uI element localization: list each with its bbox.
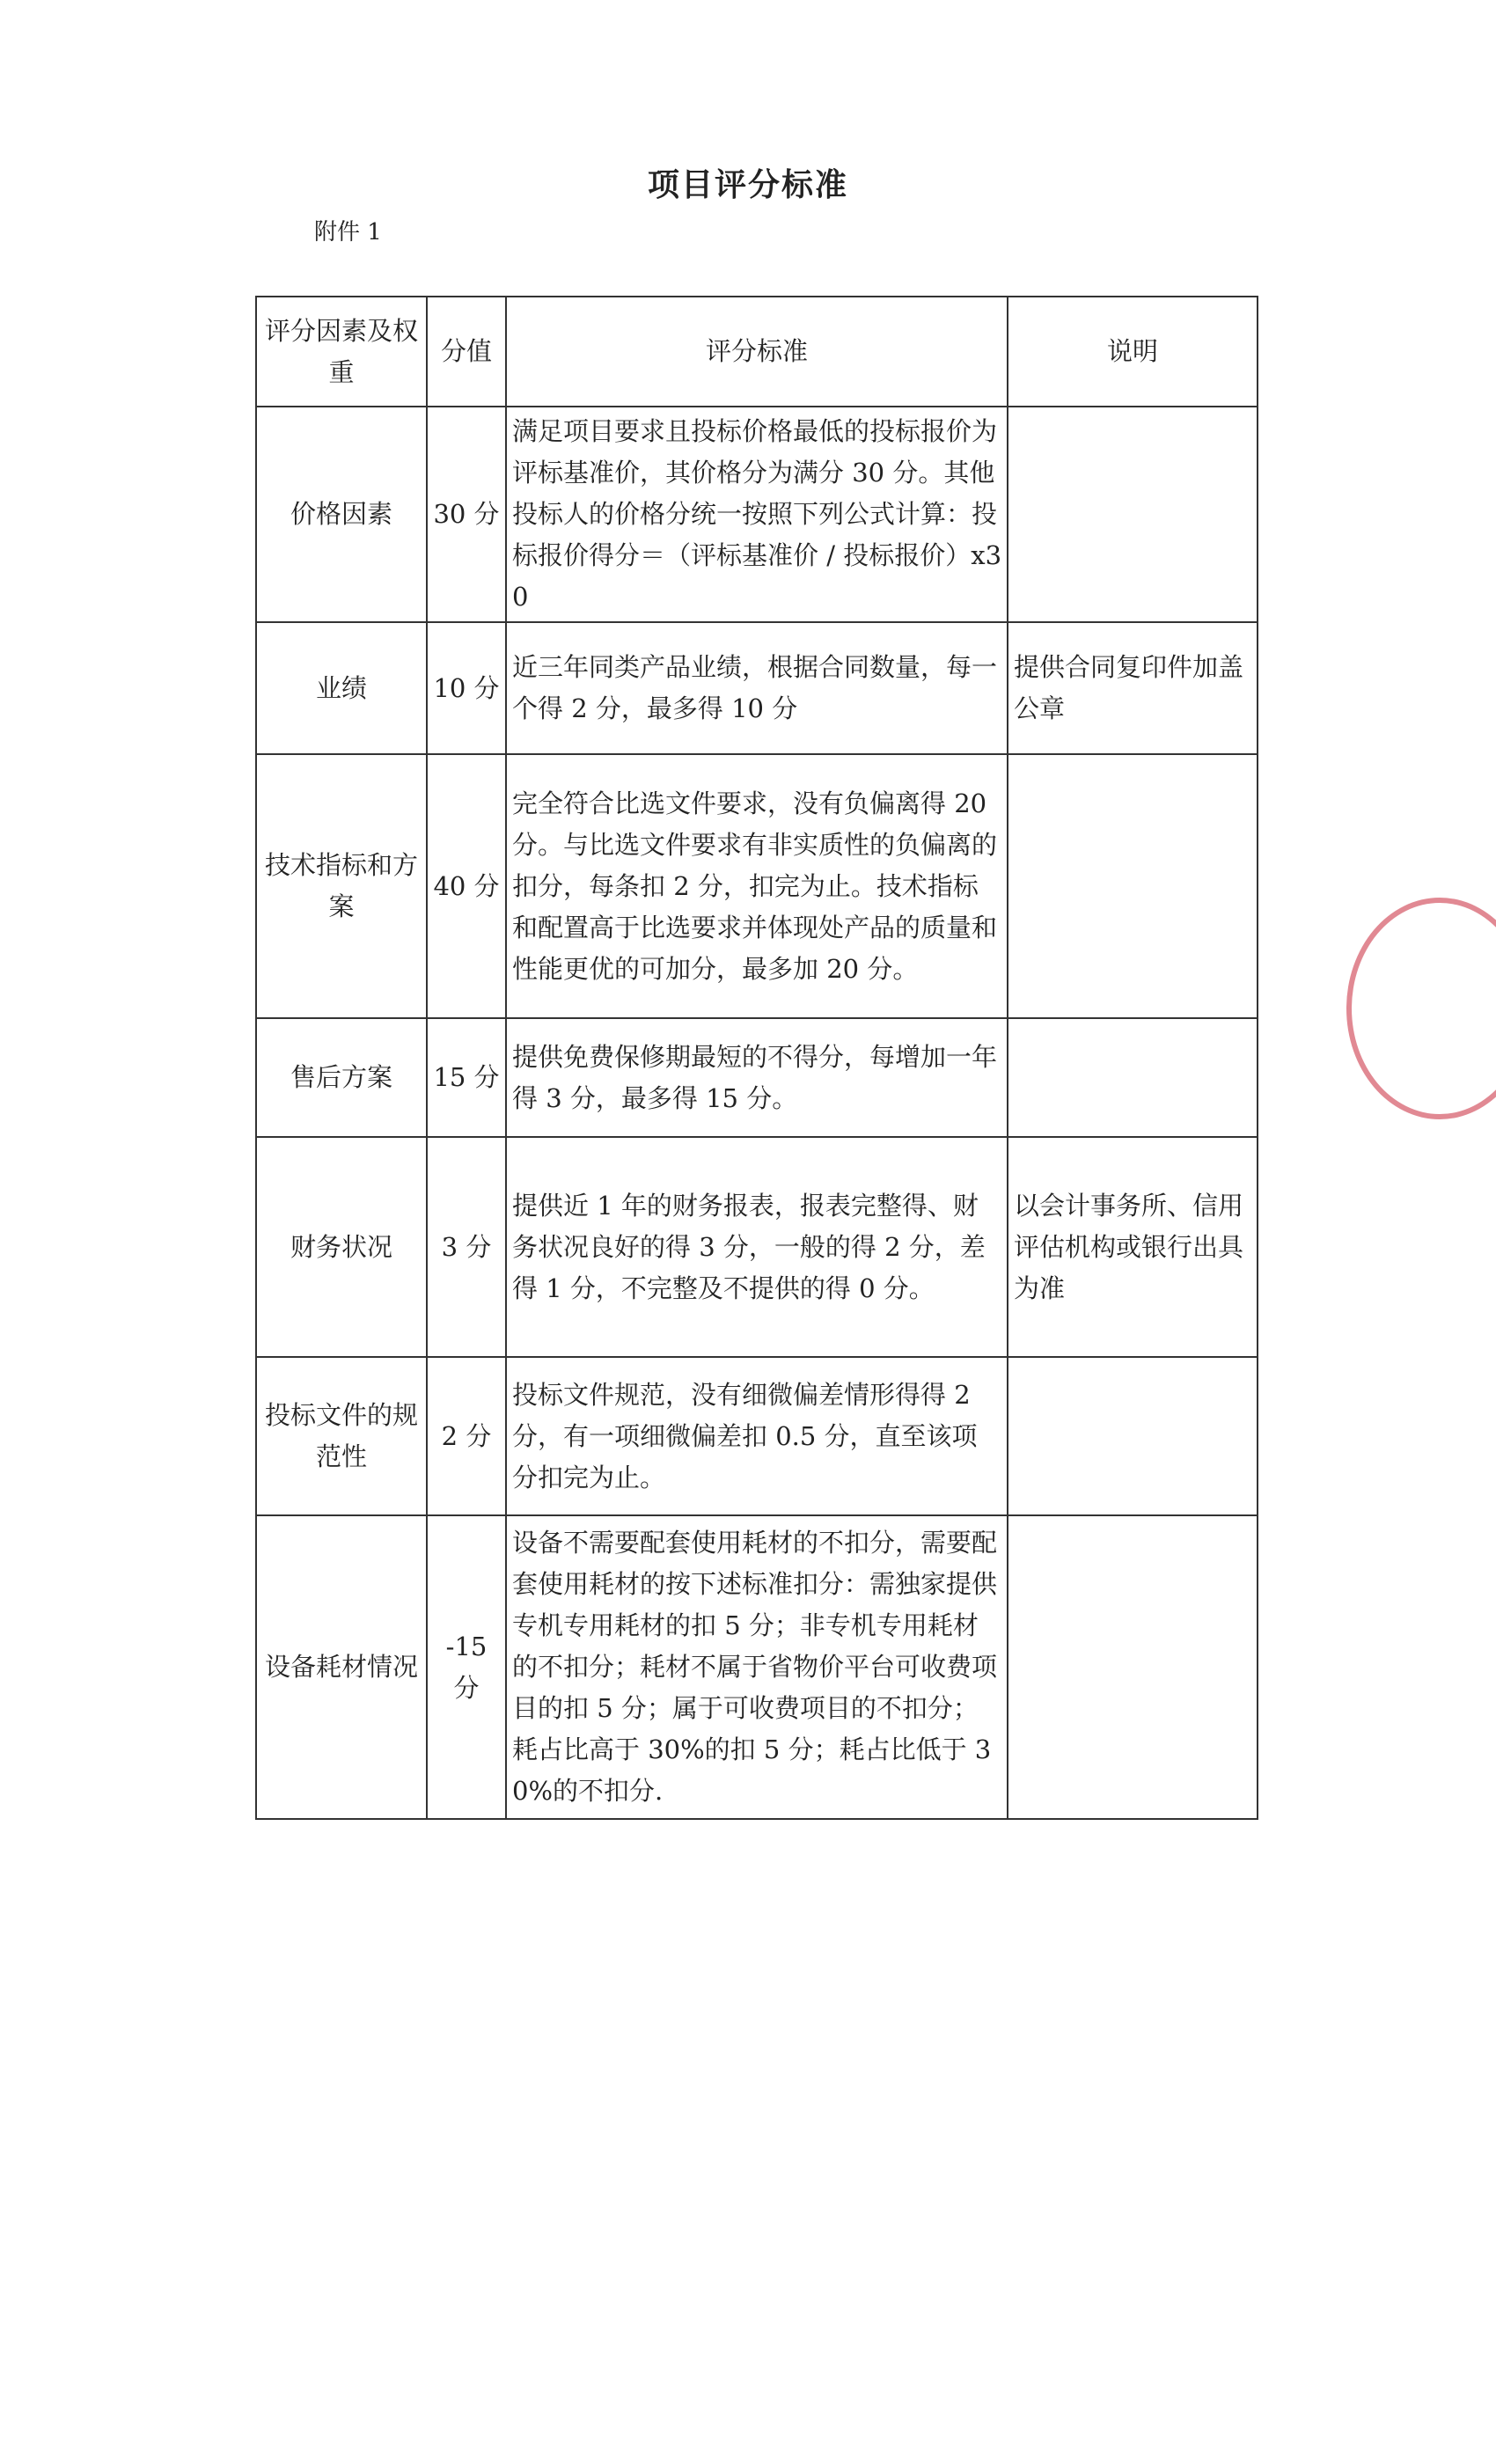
table-header-row (256, 297, 1258, 407)
row-score: 15 分 (427, 1018, 506, 1137)
table-row (256, 1357, 1258, 1515)
header-score: 分值 (427, 297, 506, 407)
row-note (1008, 1515, 1258, 1819)
row-score: -15 分 (427, 1515, 506, 1819)
row-score: 40 分 (427, 754, 506, 1018)
row-score: 3 分 (427, 1137, 506, 1357)
row-note (1008, 407, 1258, 622)
row-criteria: 完全符合比选文件要求，没有负偏离得 20 分。与比选文件要求有非实质性的负偏离的扣分，每条扣 2 分，扣完为止。技术指标和配置高于比选要求并体现处产品的质量和性能更优的可加分，最多加 20 分。 (506, 754, 1008, 1018)
row-note (1008, 1357, 1258, 1515)
row-factor: 财务状况 (256, 1137, 427, 1357)
row-score: 10 分 (427, 622, 506, 754)
header-note: 说明 (1008, 297, 1258, 407)
row-criteria: 设备不需要配套使用耗材的不扣分，需要配套使用耗材的按下述标准扣分：需独家提供专机专用耗材的扣 5 分；非专机专用耗材的不扣分；耗材不属于省物价平台可收费项目的扣 5 分；属于可收费项目的不扣分；耗占比高于 30%的扣 5 分；耗占比低于 30%的不扣分. (506, 1515, 1008, 1819)
table-row (256, 622, 1258, 754)
table-row (256, 407, 1258, 622)
row-factor: 技术指标和方案 (256, 754, 427, 1018)
scoring-table (255, 296, 1258, 1820)
header-factor: 评分因素及权重 (256, 297, 427, 407)
table-row (256, 1137, 1258, 1357)
table-row (256, 1018, 1258, 1137)
row-criteria: 提供近 1 年的财务报表，报表完整得、财务状况良好的得 3 分，一般的得 2 分，差得 1 分，不完整及不提供的得 0 分。 (506, 1137, 1008, 1357)
header-criteria: 评分标准 (506, 297, 1008, 407)
table-row (256, 1515, 1258, 1819)
row-score: 30 分 (427, 407, 506, 622)
attachment-label: 附件 1 (314, 219, 382, 246)
row-factor: 投标文件的规范性 (256, 1357, 427, 1515)
row-criteria: 近三年同类产品业绩，根据合同数量，每一个得 2 分，最多得 10 分 (506, 622, 1008, 754)
row-factor: 业绩 (256, 622, 427, 754)
row-criteria: 满足项目要求且投标价格最低的投标报价为评标基准价，其价格分为满分 30 分。其他投标人的价格分统一按照下列公式计算：投标报价得分＝（评标基准价 / 投标报价）x30 (506, 407, 1008, 622)
row-note: 以会计事务所、信用评估机构或银行出具为准 (1008, 1137, 1258, 1357)
row-criteria: 投标文件规范，没有细微偏差情形得得 2 分，有一项细微偏差扣 0.5 分，直至该项分扣完为止。 (506, 1357, 1008, 1515)
row-score: 2 分 (427, 1357, 506, 1515)
row-factor: 设备耗材情况 (256, 1515, 427, 1819)
row-criteria: 提供免费保修期最短的不得分，每增加一年得 3 分，最多得 15 分。 (506, 1018, 1008, 1137)
row-factor: 价格因素 (256, 407, 427, 622)
table-row (256, 754, 1258, 1018)
row-note (1008, 754, 1258, 1018)
row-factor: 售后方案 (256, 1018, 427, 1137)
row-note (1008, 1018, 1258, 1137)
page-title: 项目评分标准 (647, 166, 848, 203)
row-note: 提供合同复印件加盖公章 (1008, 622, 1258, 754)
